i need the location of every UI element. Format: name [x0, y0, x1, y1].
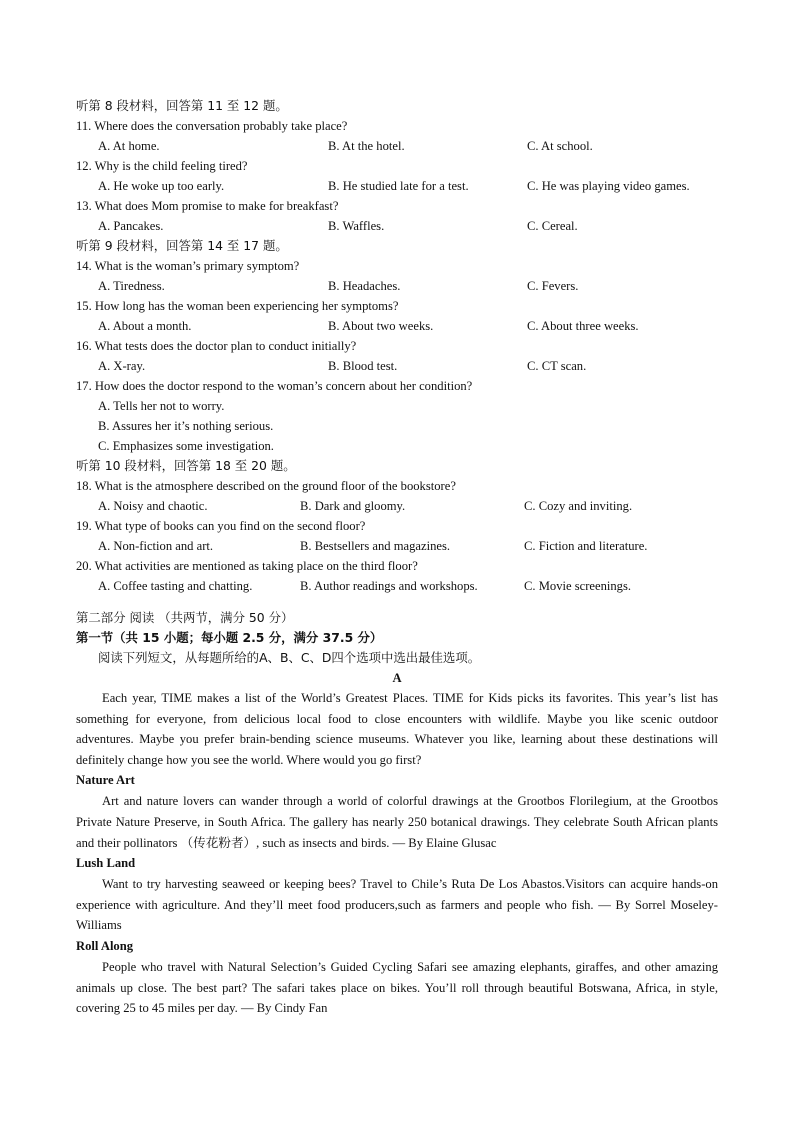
- question-text: 13. What does Mom promise to make for breakfast?: [76, 199, 339, 213]
- part-title: 第二部分 阅读 （共两节，满分 50 分）: [76, 610, 294, 625]
- exam-page: [76, 96, 718, 1019]
- option-c[interactable]: C. Cereal.: [527, 219, 578, 233]
- question-text: 12. Why is the child feeling tired?: [76, 159, 248, 173]
- passage-intro: [76, 688, 718, 770]
- option-a[interactable]: A. X-ray.: [98, 359, 146, 373]
- option-c[interactable]: C. About three weeks.: [527, 319, 639, 333]
- option-c[interactable]: C. Emphasizes some investigation.: [98, 439, 274, 453]
- options-row: [76, 216, 718, 236]
- paragraph: [76, 791, 718, 853]
- paragraph: [76, 957, 718, 1019]
- question: [76, 516, 718, 556]
- section-header: 听第 10 段材料，回答第 18 至 20 题。: [76, 458, 296, 473]
- question-text: 20. What activities are mentioned as taking place on the third floor?: [76, 559, 418, 573]
- question-text: 11. Where does the conversation probably take place?: [76, 119, 348, 133]
- option-b[interactable]: B. About two weeks.: [328, 319, 434, 333]
- options-row: [76, 576, 718, 596]
- option-a[interactable]: A. Noisy and chaotic.: [98, 499, 208, 513]
- paragraph-text: Art and nature lovers can wander through a world of colorful drawings at the Grootbos Florilegium, at the Grootbos Private Nature Preserve, in South Africa. The gallery has nearly 250 botanical drawings. They celebrate South African plants and their pollinators （传花粉者）, such as insects and birds. — By Elaine Glusac: [76, 794, 718, 850]
- option-a[interactable]: A. Tells her not to worry.: [98, 399, 225, 413]
- option-a[interactable]: A. Tiredness.: [98, 279, 165, 293]
- option-b[interactable]: B. Dark and gloomy.: [300, 499, 406, 513]
- option-b[interactable]: B. Blood test.: [328, 359, 398, 373]
- option-b[interactable]: B. Bestsellers and magazines.: [300, 539, 451, 553]
- option-a[interactable]: A. Pancakes.: [98, 219, 164, 233]
- options-row: [76, 176, 718, 196]
- option-c[interactable]: C. Fiction and literature.: [524, 539, 648, 553]
- option-a[interactable]: A. He woke up too early.: [98, 179, 225, 193]
- option-b[interactable]: B. At the hotel.: [328, 139, 405, 153]
- question: [76, 556, 718, 596]
- question: [76, 376, 718, 456]
- question-text: 19. What type of books can you find on the second floor?: [76, 519, 366, 533]
- question: [76, 476, 718, 516]
- question: [76, 336, 718, 376]
- option-a[interactable]: A. Coffee tasting and chatting.: [98, 579, 253, 593]
- option-b[interactable]: B. Assures her it’s nothing serious.: [98, 419, 274, 433]
- option-b[interactable]: B. Headaches.: [328, 279, 401, 293]
- passage-intro-text: Each year, TIME makes a list of the World’s Greatest Places. TIME for Kids picks its favorites. This year’s list has something for everyone, from delicious local food to close encounters with wildlife. Maybe you like scenic outdoor adventures. Maybe you prefer brain-bending science museums. Whatever you like, learning about these destinations will definitely change how you see the world. Where would you go first?: [76, 691, 718, 767]
- paragraph-text: Want to try harvesting seaweed or keeping bees? Travel to Chile’s Ruta De Los Abastos.Visitors can acquire hands-on experience with agriculture. And they’ll meet food producers,such as farmers and people who fish. — By Sorrel Moseley-Williams: [76, 877, 718, 933]
- instruction: 阅读下列短文，从每题所给的A、B、C、D四个选项中选出最佳选项。: [98, 650, 481, 665]
- options-row: [76, 496, 718, 516]
- subheading: Roll Along: [76, 938, 134, 953]
- paragraph: [76, 874, 718, 936]
- passage-label: A: [392, 671, 402, 685]
- question: [76, 196, 718, 236]
- subheading: Lush Land: [76, 856, 136, 871]
- option-a[interactable]: A. About a month.: [98, 319, 192, 333]
- section-title: 第一节（共 15 小题；每小题 2.5 分，满分 37.5 分）: [76, 630, 383, 645]
- question: [76, 116, 718, 156]
- option-c[interactable]: C. Movie screenings.: [524, 579, 632, 593]
- option-c[interactable]: C. CT scan.: [527, 359, 587, 373]
- options-row: [76, 536, 718, 556]
- option-a[interactable]: A. Non-fiction and art.: [98, 539, 214, 553]
- paragraph-text: People who travel with Natural Selection’s Guided Cycling Safari see amazing elephants, giraffes, and other amazing animals up close. The best part? The safari takes place on bikes. You’ll roll through beautiful Botswana, Africa, in style, covering 25 to 45 miles per day. — By Cindy Fan: [76, 959, 718, 1016]
- option-c[interactable]: C. He was playing video games.: [527, 179, 690, 193]
- options-row: [76, 316, 718, 336]
- question-text: 16. What tests does the doctor plan to conduct initially?: [76, 339, 357, 353]
- options-row: [76, 136, 718, 156]
- option-c[interactable]: C. Cozy and inviting.: [524, 499, 633, 513]
- subheading: Nature Art: [76, 773, 135, 788]
- section-header: 听第 9 段材料，回答第 14 至 17 题。: [76, 238, 288, 253]
- question-text: 18. What is the atmosphere described on the ground floor of the bookstore?: [76, 479, 456, 493]
- option-c[interactable]: C. Fevers.: [527, 279, 579, 293]
- question-text: 15. How long has the woman been experiencing her symptoms?: [76, 299, 399, 313]
- option-b[interactable]: B. Waffles.: [328, 219, 385, 233]
- option-c[interactable]: C. At school.: [527, 139, 593, 153]
- question: [76, 256, 718, 296]
- question: [76, 296, 718, 336]
- section-header: 听第 8 段材料，回答第 11 至 12 题。: [76, 98, 288, 113]
- options-row: [76, 276, 718, 296]
- question-text: 14. What is the woman’s primary symptom?: [76, 259, 300, 273]
- option-a[interactable]: A. At home.: [98, 139, 160, 153]
- question: [76, 156, 718, 196]
- question-text: 17. How does the doctor respond to the woman’s concern about her condition?: [76, 379, 473, 393]
- option-b[interactable]: B. He studied late for a test.: [328, 179, 469, 193]
- options-row: [76, 356, 718, 376]
- option-b[interactable]: B. Author readings and workshops.: [300, 579, 478, 593]
